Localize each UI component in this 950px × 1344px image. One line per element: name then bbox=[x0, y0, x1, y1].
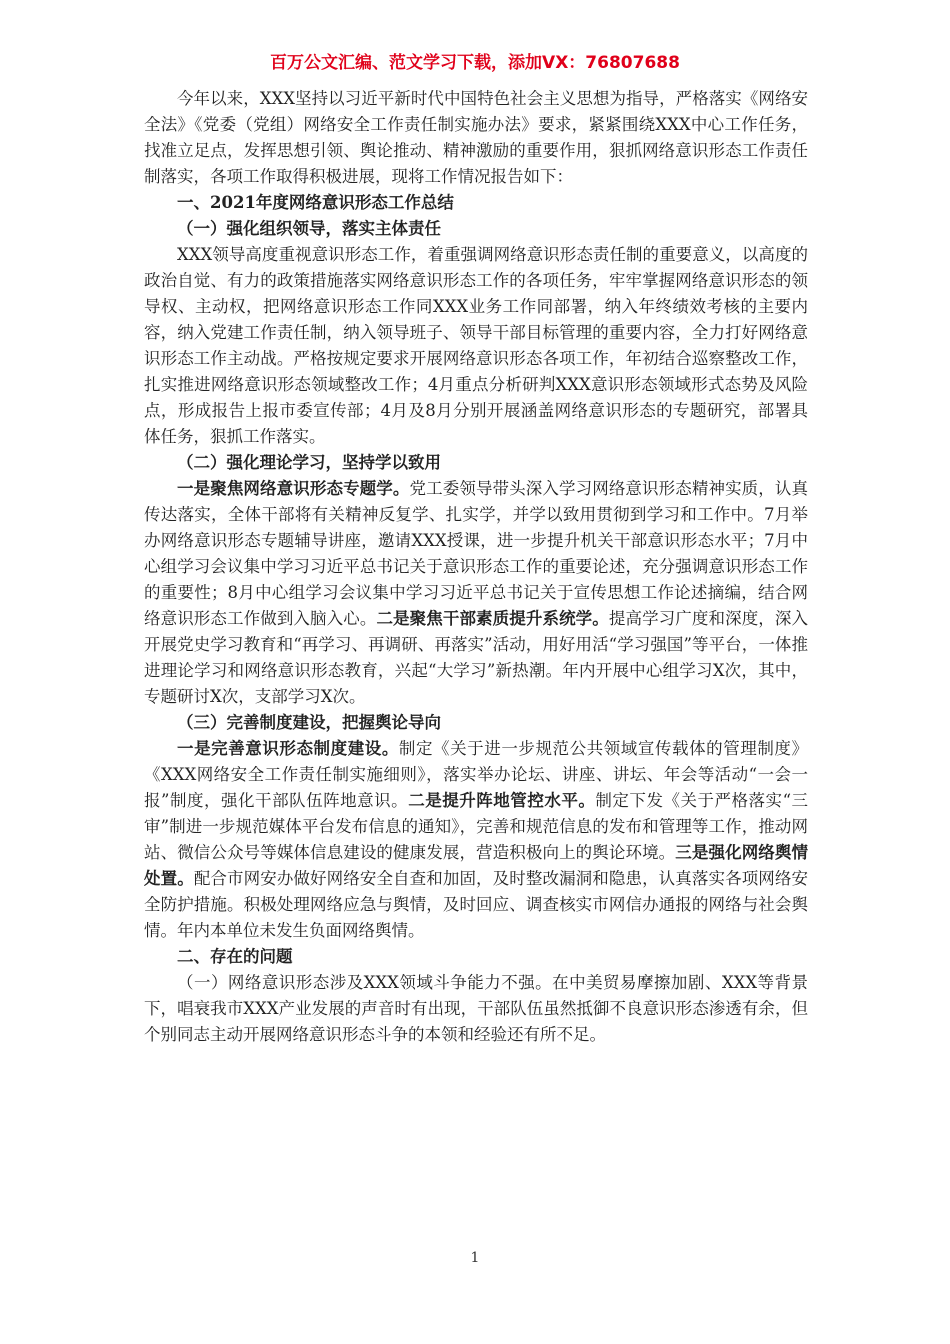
section-heading-summary: 一、2021年度网络意识形态工作总结 bbox=[177, 193, 454, 212]
text-topic-study: 党工委领导带头深入学习网络意识形态精神实质，认真传达落实，全体干部将有关精神反复学、扎实学，并学以致用贯彻到学习和工作中。7月举办网络意识形态专题辅导讲座，邀请XXX授课，进一步提升机关干部意识形态水平；7月中心组学习会议集中学习习近平总书记关于意识形态工作的重要论述，充分强调意识形态工作的重要性；8月中心组学习会议集中学习习近平总书记关于宣传思想工作论述摘编，结合网络意识形态工作做到入脑入心。 bbox=[144, 479, 809, 628]
lead-phrase-opinion: 三是强化网络舆情处置。 bbox=[144, 843, 809, 888]
lead-phrase-system: 一是完善意识形态制度建设。 bbox=[177, 739, 399, 758]
watermark-banner: 百万公文汇编、范文学习下载，添加VX：76807688 bbox=[270, 53, 680, 73]
lead-phrase-control: 二是提升阵地管控水平。 bbox=[408, 791, 596, 810]
paragraph-problems: （一）网络意识形态涉及XXX领域斗争能力不强。在中美贸易摩擦加剧、XXX等背景下，唱衰我市XXX产业发展的声音时有出现，干部队伍虽然抵御不良意识形态渗透有余，但个别同志主动开展网络意识形态斗争的本领和经验还有所不足。 bbox=[144, 973, 808, 1044]
lead-phrase-topic-study: 一是聚焦网络意识形态专题学。 bbox=[177, 479, 410, 498]
text-opinion: 配合市网安办做好网络安全自查和加固，及时整改漏洞和隐患，认真落实各项网络安全防护措施。积极处理网络应急与舆情，及时回应、调查核实市网信办通报的网络与社会舆情。年内本单位未发生负面网络舆情。 bbox=[144, 869, 809, 940]
paragraph-study bbox=[144, 476, 808, 710]
paragraph-system bbox=[144, 736, 808, 944]
text-cadre-study: 提高学习广度和深度，深入开展党史学习教育和“再学习、再调研、再落实”活动，用好用活“学习强国”等平台，一体推进理论学习和网络意识形态教育，兴起“大学习”新热潮。年内开展中心组学习X次，其中，专题研讨X次，支部学习X次。 bbox=[144, 609, 809, 706]
page-number: 1 bbox=[470, 1250, 480, 1266]
document-body bbox=[144, 86, 808, 1048]
section-heading-problems: 二、存在的问题 bbox=[177, 947, 293, 966]
lead-phrase-cadre-study: 二是聚焦干部素质提升系统学。 bbox=[376, 609, 609, 628]
subsection-heading-system: （三）完善制度建设，把握舆论导向 bbox=[177, 713, 441, 732]
paragraph-leadership: XXX领导高度重视意识形态工作，着重强调网络意识形态责任制的重要意义，以高度的政治自觉、有力的政策措施落实网络意识形态工作的各项任务，牢牢掌握网络意识形态的领导权、主动权，把网络意识形态工作同XXX业务工作同部署，纳入年终绩效考核的主要内容，纳入党建工作责任制，纳入领导班子、领导干部目标管理的重要内容，全力打好网络意识形态工作主动战。严格按规定要求开展网络意识形态各项工作，年初结合巡察整改工作，扎实推进网络意识形态领域整改工作；4月重点分析研判XXX意识形态领域形式态势及风险点，形成报告上报市委宣传部；4月及8月分别开展涵盖网络意识形态的专题研究，部署具体任务，狠抓工作落实。 bbox=[144, 245, 808, 446]
text-control: 制定下发《关于严格落实“三审”制进一步规范媒体平台发布信息的通知》，完善和规范信息的发布和管理等工作，推动网站、微信公众号等媒体信息建设的健康发展，营造积极向上的舆论环境。 bbox=[144, 791, 809, 862]
subsection-heading-study: （二）强化理论学习，坚持学以致用 bbox=[177, 453, 441, 472]
subsection-heading-leadership: （一）强化组织领导，落实主体责任 bbox=[177, 219, 441, 238]
text-system: 制定《关于进一步规范公共领域宣传载体的管理制度》《XXX网络安全工作责任制实施细则》，落实举办论坛、讲座、讲坛、年会等活动“一会一报”制度，强化干部队伍阵地意识。 bbox=[144, 739, 809, 810]
intro-paragraph: 今年以来，XXX坚持以习近平新时代中国特色社会主义思想为指导，严格落实《网络安全法》《党委（党组）网络安全工作责任制实施办法》要求，紧紧围绕XXX中心工作任务，找准立足点，发挥思想引领、舆论推动、精神激励的重要作用，狠抓网络意识形态工作责任制落实，各项工作取得积极进展，现将工作情况报告如下： bbox=[144, 89, 808, 186]
